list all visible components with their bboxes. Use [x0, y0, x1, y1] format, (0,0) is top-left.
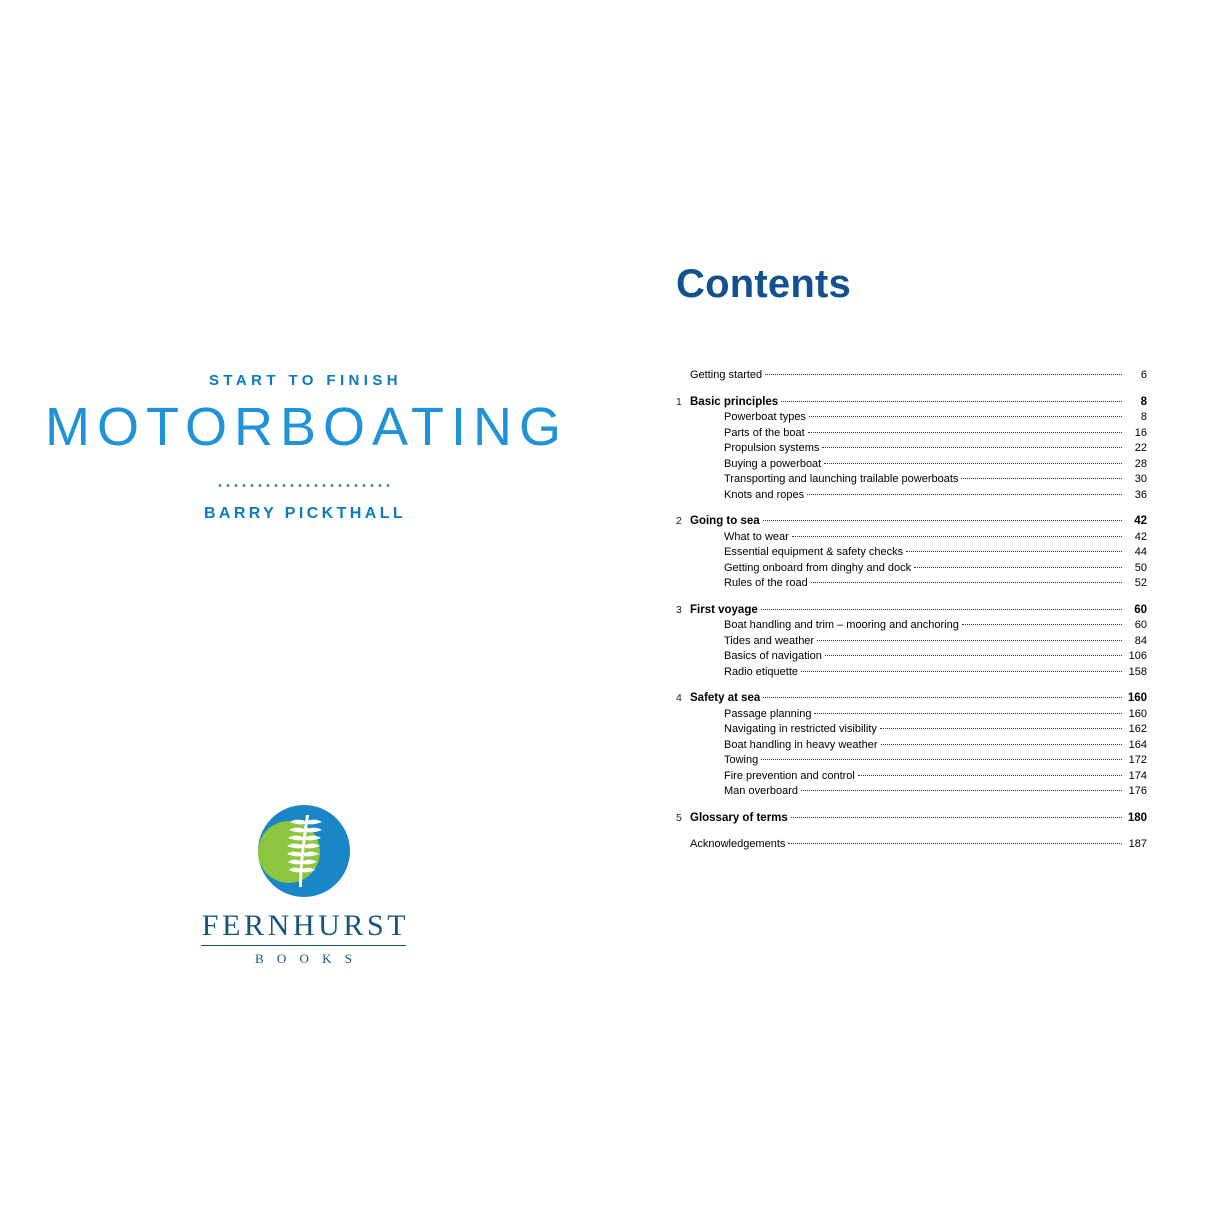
- toc-group: [676, 395, 1147, 504]
- toc-page-number: 172: [1128, 754, 1147, 766]
- toc-chapter-number: 5: [676, 811, 682, 824]
- toc-entry-label: Buying a powerboat: [724, 457, 822, 470]
- toc-page-number: 164: [1128, 738, 1147, 751]
- toc-entry[interactable]: [690, 368, 1147, 384]
- toc-leader-dots: [817, 632, 1122, 641]
- toc-leader-dots: [962, 616, 1122, 625]
- toc-page-number: 106: [1128, 650, 1147, 662]
- author-name: BARRY PICKTHALL: [203, 504, 407, 522]
- toc-page-number: 42: [1134, 530, 1147, 543]
- toc-page-number: 60: [1134, 603, 1147, 616]
- toc-entry-label: Rules of the road: [724, 577, 808, 589]
- toc-leader-dots: [801, 782, 1122, 791]
- toc-leader-dots: [822, 439, 1122, 448]
- toc-entry-label: Man overboard: [724, 785, 798, 797]
- toc-page-number: 28: [1134, 457, 1147, 470]
- toc-page-number: 36: [1134, 488, 1147, 501]
- toc-entry-label: What to wear: [724, 530, 789, 543]
- toc-entry-label: Going to sea: [690, 515, 760, 527]
- toc-chapter-number: 2: [676, 515, 682, 527]
- toc-page-number: 180: [1127, 811, 1147, 824]
- toc-entry-label: Towing: [724, 754, 759, 766]
- toc-entry-label: Propulsion systems: [724, 442, 820, 454]
- dotted-divider: [216, 484, 392, 487]
- toc-leader-dots: [961, 470, 1122, 479]
- toc-entry-label: Navigating in restricted visibility: [724, 723, 877, 735]
- toc-leader-dots: [763, 512, 1122, 521]
- toc-entry-label: Parts of the boat: [724, 426, 805, 439]
- fernhurst-logo-icon: [258, 805, 350, 897]
- toc-entry-label: Passage planning: [724, 707, 812, 720]
- toc-leader-dots: [824, 455, 1122, 464]
- toc-entry-label: Powerboat types: [724, 411, 806, 423]
- publisher-rule: [201, 945, 406, 946]
- toc-page-number: 84: [1134, 634, 1147, 647]
- toc-entry-label: Getting started: [690, 369, 763, 381]
- toc-entry[interactable]: [676, 811, 1147, 827]
- publisher-logo-block: [0, 805, 607, 967]
- toc-page-number: 42: [1134, 515, 1147, 527]
- toc-group: [676, 837, 1147, 853]
- page-title: Contents: [676, 262, 851, 306]
- toc-group: [676, 514, 1147, 592]
- toc-page-number: 50: [1134, 561, 1147, 574]
- toc-leader-dots: [763, 689, 1122, 698]
- book-title: MOTORBOATING: [44, 397, 568, 457]
- title-block: [0, 372, 607, 523]
- toc-leader-dots: [825, 647, 1122, 656]
- toc-entry-label: Boat handling and trim – mooring and anchoring: [724, 619, 959, 631]
- toc-page-number: 60: [1134, 619, 1147, 631]
- publisher-name: FERNHURST: [201, 909, 410, 942]
- toc-page-number: 30: [1134, 473, 1147, 485]
- contents-page: [607, 0, 1214, 1214]
- toc-leader-dots: [914, 559, 1122, 568]
- toc-leader-dots: [761, 601, 1122, 610]
- toc-entry-label: Basics of navigation: [724, 650, 822, 662]
- toc-leader-dots: [792, 528, 1122, 537]
- toc-subentry[interactable]: [724, 784, 1147, 800]
- toc-leader-dots: [801, 663, 1122, 672]
- toc-page-number: 187: [1128, 838, 1147, 850]
- toc-leader-dots: [881, 736, 1123, 745]
- toc-page-number: 16: [1134, 426, 1147, 439]
- toc-entry-label: Basic principles: [690, 395, 779, 408]
- toc-entry-label: Essential equipment & safety checks: [724, 546, 904, 558]
- toc-leader-dots: [761, 751, 1122, 760]
- toc-entry-label: Acknowledgements: [690, 838, 786, 850]
- toc-leader-dots: [906, 543, 1122, 552]
- toc-leader-dots: [791, 809, 1122, 818]
- toc-page-number: 158: [1128, 665, 1147, 678]
- toc-page-number: 160: [1127, 692, 1147, 704]
- toc-entry-label: First voyage: [690, 603, 758, 616]
- toc-entry-label: Fire prevention and control: [724, 769, 855, 782]
- toc-entry-label: Transporting and launching trailable powerboats: [724, 473, 959, 485]
- toc-leader-dots: [808, 424, 1122, 433]
- toc-entry-label: Safety at sea: [690, 692, 761, 704]
- toc-subentry[interactable]: [724, 665, 1147, 681]
- toc-leader-dots: [781, 393, 1122, 402]
- toc-leader-dots: [809, 408, 1122, 417]
- toc-page-number: 174: [1128, 769, 1147, 782]
- toc-page-number: 8: [1140, 395, 1147, 408]
- toc-entry-label: Radio etiquette: [724, 665, 798, 678]
- toc-entry-label: Boat handling in heavy weather: [724, 738, 878, 751]
- toc-page-number: 8: [1140, 411, 1147, 423]
- toc-leader-dots: [858, 767, 1122, 776]
- toc-entry-label: Getting onboard from dinghy and dock: [724, 561, 912, 574]
- toc-subentry[interactable]: [724, 576, 1147, 592]
- toc-leader-dots: [880, 720, 1122, 729]
- toc-page-number: 44: [1134, 546, 1147, 558]
- toc-page-number: 22: [1134, 442, 1147, 454]
- toc-group: [676, 691, 1147, 800]
- toc-chapter-number: 1: [676, 395, 682, 408]
- toc-entry[interactable]: [690, 837, 1147, 853]
- toc-leader-dots: [814, 705, 1122, 714]
- toc-chapter-number: 3: [676, 603, 682, 616]
- toc-page-number: 160: [1128, 707, 1147, 720]
- toc-group: [676, 811, 1147, 827]
- toc-leader-dots: [811, 574, 1122, 583]
- series-line: START TO FINISH: [209, 372, 402, 389]
- toc-leader-dots: [788, 835, 1122, 844]
- toc-entry-label: Tides and weather: [724, 634, 815, 647]
- toc-page-number: 6: [1140, 369, 1147, 381]
- toc-entry-label: Glossary of terms: [690, 811, 788, 824]
- toc-entry-label: Knots and ropes: [724, 488, 805, 501]
- toc-page-number: 52: [1134, 577, 1147, 589]
- toc-page-number: 176: [1128, 785, 1147, 797]
- toc-leader-dots: [807, 486, 1122, 495]
- toc-group: [676, 603, 1147, 681]
- table-of-contents: [676, 368, 1147, 864]
- toc-page-number: 162: [1128, 723, 1147, 735]
- fern-leaf-icon: [276, 813, 332, 889]
- toc-leader-dots: [765, 366, 1122, 375]
- publisher-subtitle: B O O K S: [254, 951, 358, 966]
- toc-chapter-number: 4: [676, 692, 682, 704]
- toc-group: [676, 368, 1147, 384]
- toc-subentry[interactable]: [724, 488, 1147, 504]
